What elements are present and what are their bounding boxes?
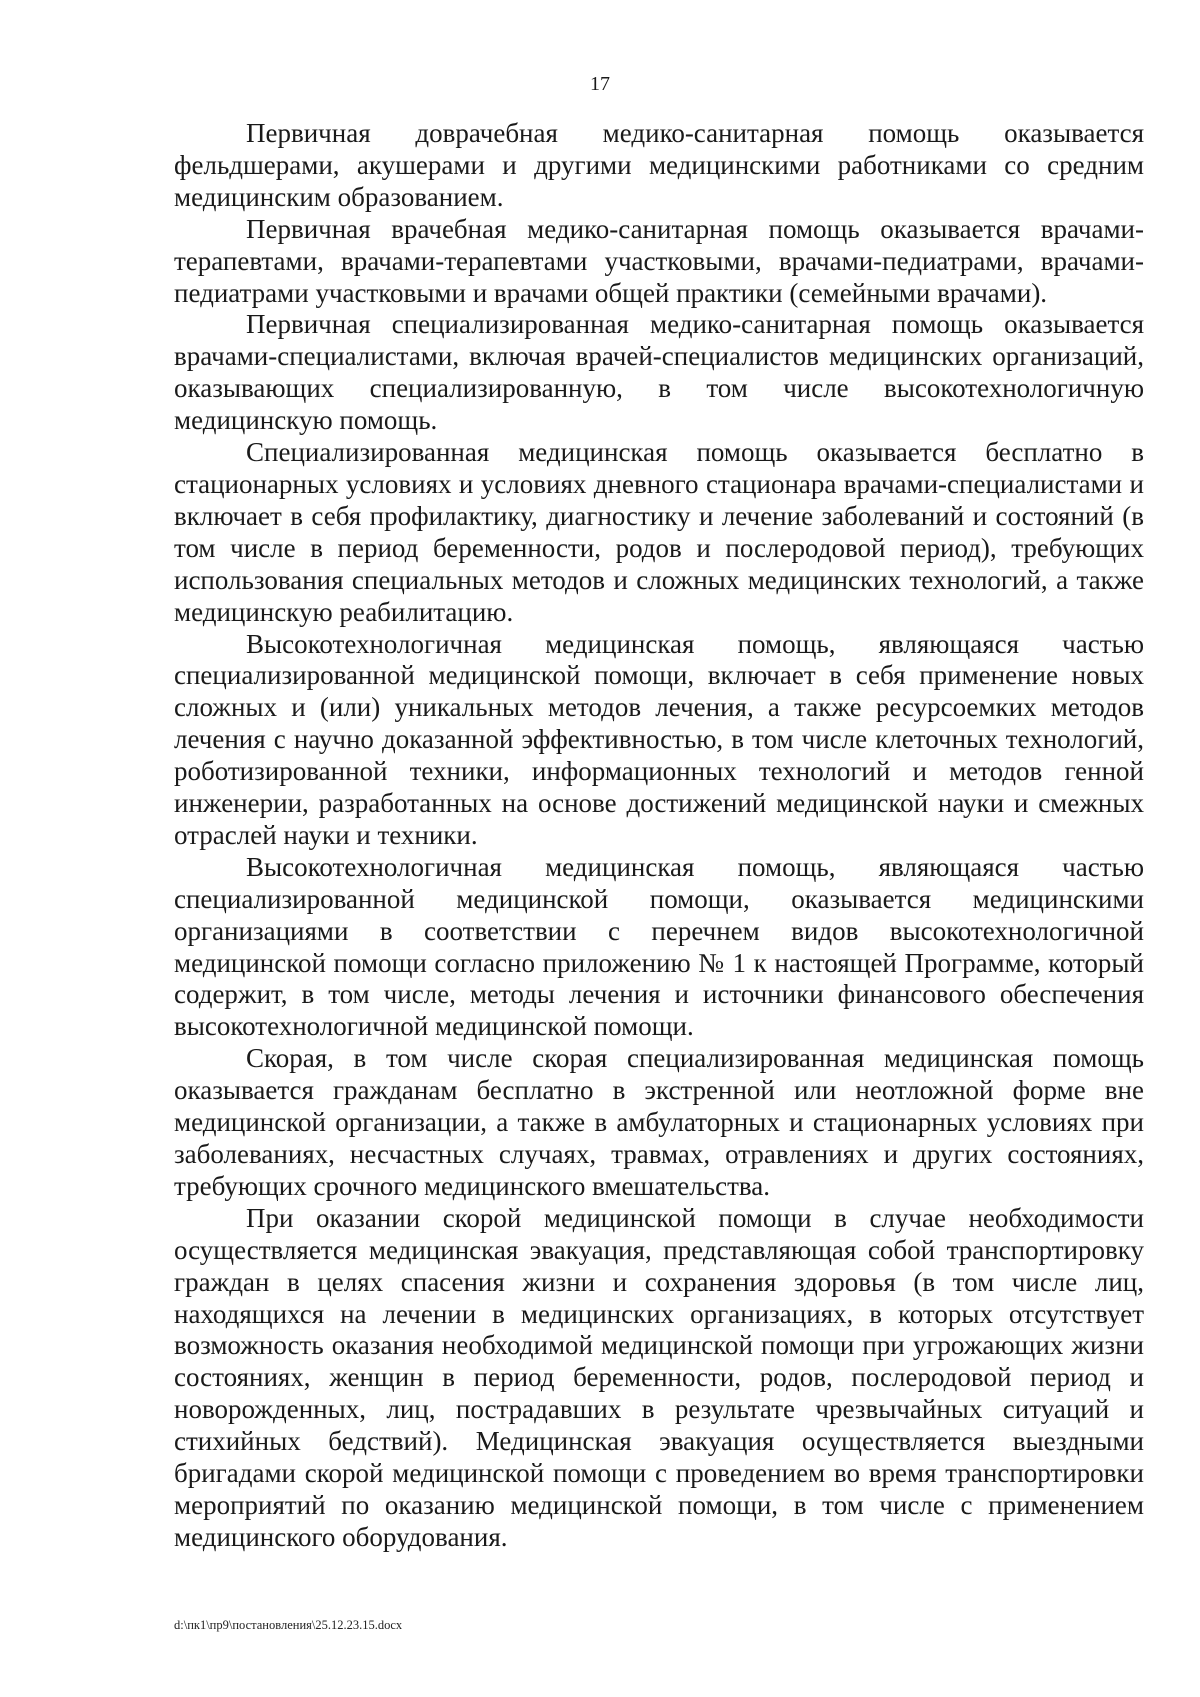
paragraph-primary-prephysician-care: Первичная доврачебная медико-санитарная помощь оказывается фельдшерами, акушерами и другими медицинскими работниками со средним медицинским образованием. xyxy=(174,118,1144,212)
paragraph-primary-physician-care: Первичная врачебная медико-санитарная помощь оказывается врачами-терапевтами, врачами-терапевтами участковыми, врачами-педиатрами, врачами-педиатрами участковыми и врачами общей практики (семейными врачами). xyxy=(174,213,1144,308)
page-number: 17 xyxy=(590,73,610,95)
paragraph-high-tech-care-definition: Высокотехнологичная медицинская помощь, являющаяся частью специализированной медицинской помощи, включает в себя применение новых сложных и (или) уникальных методов лечения, а также ресурсоемких методов лечения с научно доказанной эффективностью, в том числе клеточных технологий, роботизированной техники, информационных технологий и методов генной инженерии, разработанных на основе достижений медицинской науки и смежных отраслей науки и техники. xyxy=(174,628,1144,850)
paragraph-high-tech-care-providers: Высокотехнологичная медицинская помощь, являющаяся частью специализированной медицинской помощи, оказывается медицинскими организациями в соответствии с перечнем видов высокотехнологичной медицинской помощи согласно приложению № 1 к настоящей Программе, который содержит, в том числе, методы лечения и источники финансового обеспечения высокотехнологичной медицинской помощи. xyxy=(174,851,1144,1042)
paragraph-emergency-care: Скорая, в том числе скорая специализированная медицинская помощь оказывается гражданам бесплатно в экстренной или неотложной форме вне медицинской организации, а также в амбулаторных и стационарных условиях при заболеваниях, несчастных случаях, травмах, отравлениях и других состояниях, требующих срочного медицинского вмешательства. xyxy=(174,1043,1144,1201)
paragraph-specialized-care: Специализированная медицинская помощь оказывается бесплатно в стационарных условиях и условиях дневного стационара врачами-специалистами и включает в себя профилактику, диагностику и лечение заболеваний и состояний (в том числе в период беременности, родов и послеродовой период), требующих использования специальных методов и сложных медицинских технологий, а также медицинскую реабилитацию. xyxy=(174,437,1144,627)
footer-file-path: d:\пк1\пр9\постановления\25.12.23.15.docx xyxy=(174,1618,403,1632)
paragraph-primary-specialized-care: Первичная специализированная медико-санитарная помощь оказывается врачами-специалистами, включая врачей-специалистов медицинских организаций, оказывающих специализированную, в том числе высокотехнологичную медицинскую помощь. xyxy=(174,309,1144,436)
document-body xyxy=(174,118,1144,1554)
paragraph-medical-evacuation: При оказании скорой медицинской помощи в случае необходимости осуществляется медицинская эвакуация, представляющая собой транспортировку граждан в целях спасения жизни и сохранения здоровья (в том числе лиц, находящихся на лечении в медицинских организациях, в которых отсутствует возможность оказания необходимой медицинской помощи при угрожающих жизни состояниях, женщин в период беременности, родов, послеродовой период и новорожденных, лиц, пострадавших в результате чрезвычайных ситуаций и стихийных бедствий). Медицинская эвакуация осуществляется выездными бригадами скорой медицинской помощи с проведением во время транспортировки мероприятий по оказанию медицинской помощи, в том числе с применением медицинского оборудования. xyxy=(174,1202,1144,1552)
